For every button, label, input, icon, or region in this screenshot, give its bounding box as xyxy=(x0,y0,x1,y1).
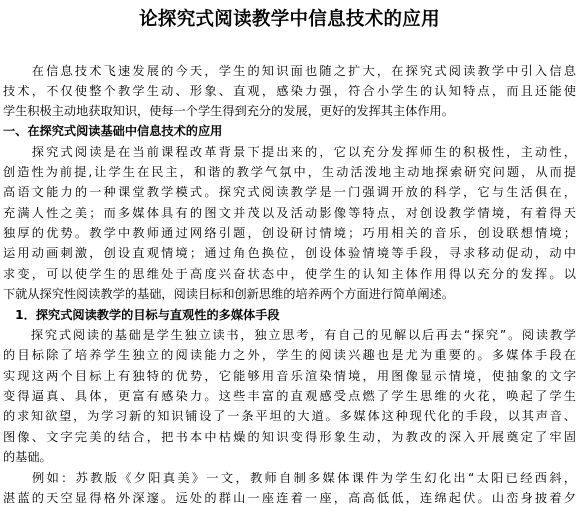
paragraph-line: 充满人性之美；而多媒体具有的图文并茂以及活动影像等特点，对创设教学情境，有着得天 xyxy=(3,206,576,220)
paragraph-line: 实现这两个目标上有独特的优势，它能够用音乐渲染情境，用图像显示情境，使抽象的文字 xyxy=(3,369,576,383)
paragraph-line: 例如：苏教版《夕阳真美》一文，教师自制多媒体课件为学生幻化出“太阳已经西斜， xyxy=(3,471,576,485)
subsection-heading: 1．探究式阅读教学的目标与直观性的多媒体手段 xyxy=(3,308,280,322)
paragraph-line: 独厚的优势。教学中教师通过网络引题，创设研讨情境；巧用相关的音乐，创设联想情境； xyxy=(3,226,576,240)
paragraph-line: 的基础。 xyxy=(3,450,52,464)
paragraph-line: 变得逼真、具体，更富有感染力。这些丰富的直观感受点燃了学生思维的火花，唤起了学生 xyxy=(3,389,576,403)
paragraph-line: 学生积极主动地获取知识，使每一个学生得到充分的发展，更好的发挥其主体作用。 xyxy=(3,104,454,118)
document-title: 论探究式阅读教学中信息技术的应用 xyxy=(139,9,440,30)
paragraph-line: 求变，可以使学生的思维处于高度兴奋状态中，使学生的认知主体作用得以充分的发挥。以 xyxy=(3,267,576,281)
paragraph-line: 创造性为前提,让学生在民主，和谐的教学气氛中，生动活泼地主动地探索研究问题，从而提 xyxy=(3,165,576,179)
paragraph-line: 下就从探究性阅读教学的基础，阅读目标和创新思维的培养两个方面进行简单阐述。 xyxy=(3,287,454,301)
paragraph-line: 湛蓝的天空显得格外深邃。远处的群山一座连着一座，高高低低，连绵起伏。山峦身披着夕 xyxy=(3,491,576,505)
section-heading: 一、在探究式阅读基础中信息技术的应用 xyxy=(3,124,223,138)
paragraph-line: 图像、文字完美的结合，把书本中枯燥的知识变得形象生动，为教改的深入开展奠定了牢固 xyxy=(3,430,576,444)
paragraph-line: 的求知欲望，为学习新的知识铺设了一条平坦的大道。多媒体这种现代化的手段，以其声音、 xyxy=(3,409,576,423)
paragraph-line: 运用动画刺激，创设直观情境；通过角色换位，创设体验情境等手段，寻求移动促动，动中 xyxy=(3,246,576,260)
paragraph-line: 探究式阅读是在当前课程改革背景下提出来的，它以充分发挥师生的积极性，主动性， xyxy=(3,145,576,159)
paragraph-line: 在信息技术飞速发展的今天，学生的知识面也随之扩大，在探究式阅读教学中引入信息 xyxy=(3,64,576,78)
paragraph-line: 的目标除了培养学生独立的阅读能力之外，学生的阅读兴趣也是尤为重要的。多媒体手段在 xyxy=(3,348,576,362)
paragraph-line: 高语文能力的一种课堂教学模式。探究式阅读教学是一门强调开放的科学，它与生活俱在， xyxy=(3,185,576,199)
paragraph-line: 技术，不仅使整个教学生动、形象、直观，感染力强，符合小学生的认知特点，而且还能使 xyxy=(3,84,576,98)
paragraph-line: 探究式阅读的基础是学生独立读书，独立思考，有自己的见解以后再去“探究”。阅读教学 xyxy=(3,328,576,342)
